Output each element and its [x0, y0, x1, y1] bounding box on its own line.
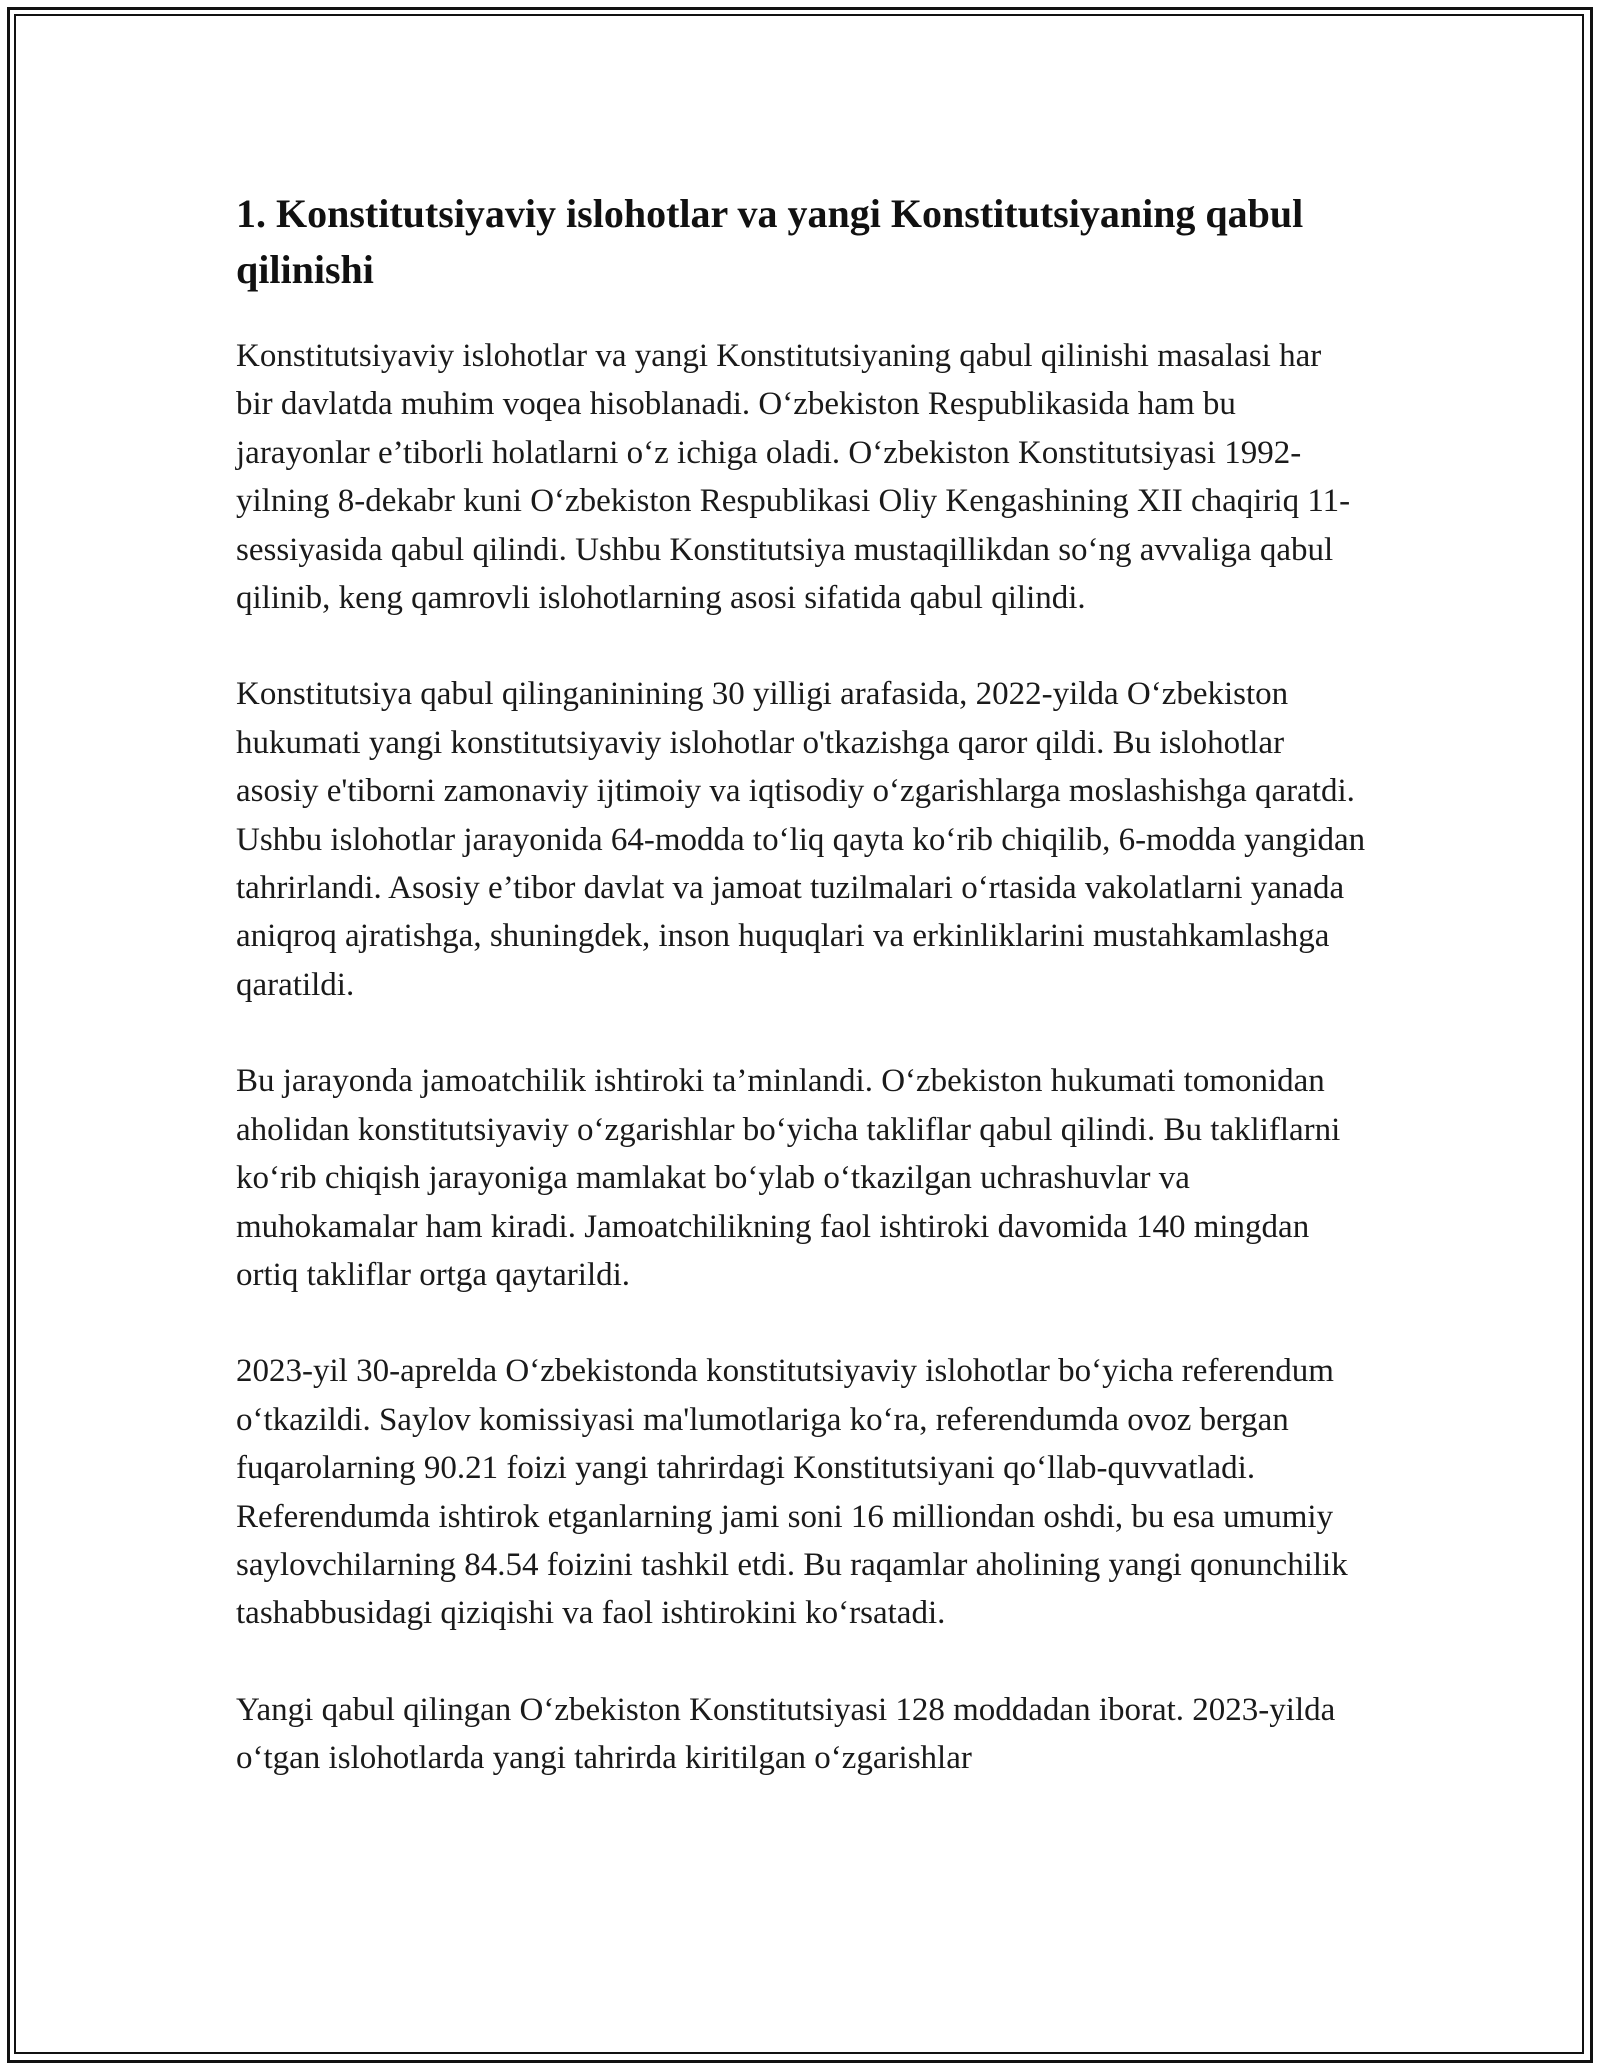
- paragraph-3: Bu jarayonda jamoatchilik ishtiroki ta’minlandi. O‘zbekiston hukumati tomonidan aholidan konstitutsiyaviy o‘zgarishlar bo‘yicha takliflar qabul qilindi. Bu takliflarni ko‘rib chiqish jarayoniga mamlakat bo‘ylab o‘tkazilgan uchrashuvlar va muhokamalar ham kiradi. Jamoatchilikning faol ishtiroki davomida 140 mingdan ortiq takliflar ortga qaytarildi.: [236, 1063, 1341, 1293]
- paragraph-1: Konstitutsiyaviy islohotlar va yangi Konstitutsiyaning qabul qilinishi masalasi har bir davlatda muhim voqea hisoblanadi. O‘zbekiston Respublikasida ham bu jarayonlar e’tiborli holatlarni o‘z ichiga oladi. O‘zbekiston Konstitutsiyasi 1992-yilning 8-dekabr kuni O‘zbekiston Respublikasi Oliy Kengashining XII chaqiriq 11-sessiyasida qabul qilindi. Ushbu Konstitutsiya mustaqillikdan so‘ng avvaliga qabul qilinib, keng qamrovli islohotlarning asosi sifatida qabul qilindi.: [236, 338, 1351, 617]
- paragraph-2: Konstitutsiya qabul qilinganinining 30 yilligi arafasida, 2022-yilda O‘zbekiston hukumati yangi konstitutsiyaviy islohotlar o'tkazishga qaror qildi. Bu islohotlar asosiy e'tiborni zamonaviy ijtimoiy va iqtisodiy o‘zgarishlarga moslashishga qaratdi. Ushbu islohotlar jarayonida 64-modda to‘liq qayta ko‘rib chiqilib, 6-modda yangidan tahrirlandi. Asosiy e’tibor davlat va jamoat tuzilmalari o‘rtasida vakolatlarni yanada aniqroq ajratishga, shuningdek, inson huquqlari va erkinliklarini mustahkamlashga qaratildi.: [236, 676, 1366, 1003]
- section-heading: 1. Konstitutsiyaviy islohotlar va yangi Konstitutsiyaning qabul qilinishi: [236, 191, 1304, 292]
- document-body: [236, 186, 1366, 1831]
- paragraph-4: 2023-yil 30-aprelda O‘zbekistonda konstitutsiyaviy islohotlar bo‘yicha referendum o‘tkazildi. Saylov komissiyasi ma'lumotlariga ko‘ra, referendumda ovoz bergan fuqarolarning 90.21 foizi yangi tahrirdagi Konstitutsiyani qo‘llab-quvvatladi. Referendumda ishtirok etganlarning jami soni 16 milliondan oshdi, bu esa umumiy saylovchilarning 84.54 foizini tashkil etdi. Bu raqamlar aholining yangi qonunchilik tashabbusidagi qiziqishi va faol ishtirokini ko‘rsatadi.: [236, 1353, 1348, 1632]
- paragraph-5: Yangi qabul qilingan O‘zbekiston Konstitutsiyasi 128 moddadan iborat. 2023-yilda o‘tgan islohotlarda yangi tahrirda kiritilgan o‘zgarishlar: [236, 1691, 1336, 1777]
